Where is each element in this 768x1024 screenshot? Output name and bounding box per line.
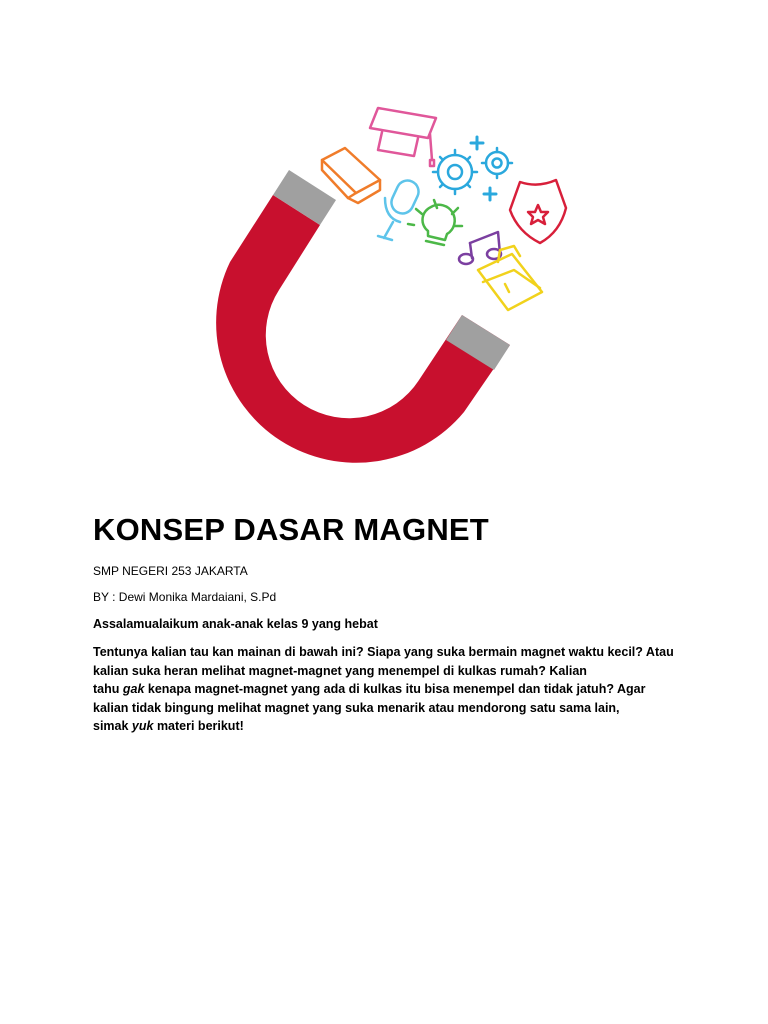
- paragraph-line: kalian suka heran melihat magnet-magnet yang menempel di kulkas rumah? Kalian: [93, 663, 587, 678]
- gear-icon: [433, 148, 512, 194]
- paragraph-text: tahu: [93, 682, 123, 696]
- emphasis-gak: gak: [122, 682, 145, 696]
- shield-star-icon: [510, 180, 566, 243]
- paragraph-line: [93, 680, 693, 699]
- paragraph-text: kenapa magnet-magnet yang ada di kulkas itu bisa menempel dan tidak jatuh? Agar: [144, 682, 646, 696]
- lightbulb-icon: [408, 200, 462, 245]
- school-name: SMP NEGERI 253 JAKARTA: [93, 564, 248, 578]
- intro-paragraph: [93, 643, 693, 736]
- magnet-illustration: [200, 100, 590, 500]
- emphasis-yuk: yuk: [131, 719, 154, 733]
- author-line: BY : Dewi Monika Mardaiani, S.Pd: [93, 590, 277, 604]
- paragraph-line: kalian tidak bingung melihat magnet yang suka menarik atau mendorong satu sama lain,: [93, 700, 620, 715]
- greeting-line: Assalamualaikum anak-anak kelas 9 yang hebat: [93, 617, 378, 631]
- paragraph-line: Tentunya kalian tau kan mainan di bawah ini? Siapa yang suka bermain magnet waktu kecil? Atau: [93, 645, 674, 659]
- paragraph-text: materi berikut!: [153, 719, 244, 733]
- plus-icon: [471, 137, 496, 200]
- page-title: KONSEP DASAR MAGNET: [93, 512, 489, 547]
- graduation-cap-icon: [370, 108, 436, 166]
- horseshoe-magnet: [216, 170, 510, 463]
- paragraph-line: [93, 717, 693, 736]
- music-note-icon: [459, 232, 501, 264]
- book-icon: [322, 148, 380, 203]
- paragraph-text: simak: [93, 719, 132, 733]
